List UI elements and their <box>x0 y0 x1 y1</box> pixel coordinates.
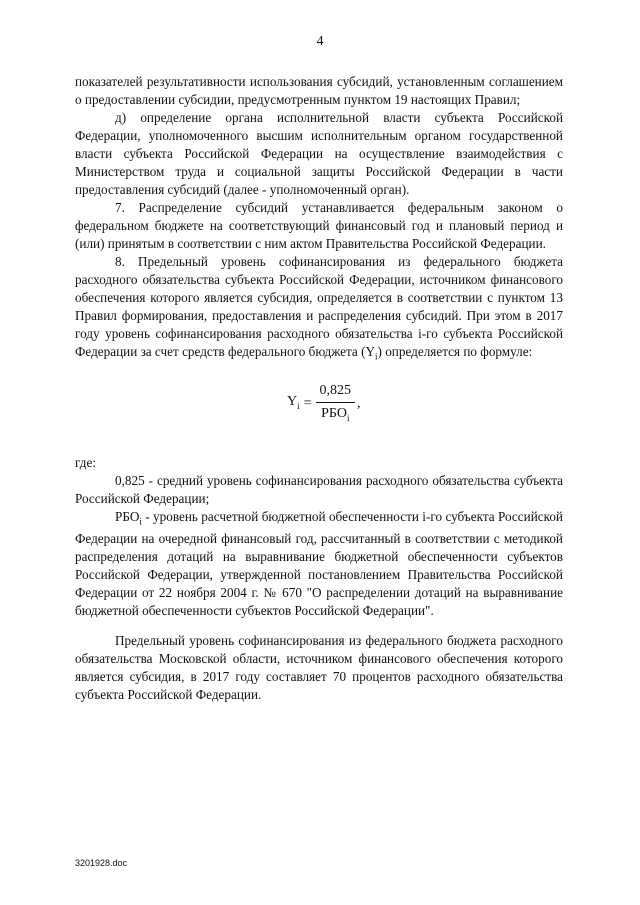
formula-comma: , <box>357 396 361 412</box>
formula-denominator: $РБО_i$ <box>321 405 350 423</box>
file-name-footer: 3201928.doc <box>75 858 128 868</box>
paragraph-moscow-region: Предельный уровень софинансирования из федерального бюджета расходного обязательства Московской области, источником финансового обеспечения которого является субсидия, в 2017 году составляет 70 процентов расходного обязательства субъекта Российской Федерации. <box>75 633 563 703</box>
definition-rbo-text: - уровень расчетной бюджетной обеспеченности i-го субъекта Российской Федерации на очередной финансовый год, рассчитанный в соответствии с методикой распределения дотаций на выравнивание бюджетной обеспеченности субъектов Российской Федерации, утвержденной постановлением Правительства Российской Федерации от 22 ноября 2004 г. № 670 "О распределении дотаций на выравнивание бюджетной обеспеченности субъектов Российской Федерации". <box>75 508 563 619</box>
where-label: где: <box>75 454 96 470</box>
formula-numerator: 0,825 <box>316 382 356 403</box>
paragraph-7: 7. Распределение субсидий устанавливается федеральным законом о федеральном бюджете на соответствующий финансовый год и плановый период и (или) принятым в соответствии с ним актом Правительства Российской Федерации. <box>75 200 563 251</box>
page-number: 4 <box>316 34 324 49</box>
formula-equals: = <box>303 396 312 412</box>
definition-rbo-subscript: i <box>139 516 142 527</box>
paragraph-8-tail: ) определяется по формуле: <box>377 344 533 359</box>
paragraph-8-subscript: i <box>375 351 378 362</box>
document-body <box>75 73 563 704</box>
definition-0825: 0,825 - средний уровень софинансирования расходного обязательства субъекта Российской Федерации; <box>75 472 563 506</box>
definition-rbo <box>75 508 563 621</box>
formula-lhs: $Y_i$ <box>287 394 300 411</box>
formula <box>75 366 563 454</box>
formula-fraction <box>316 382 356 427</box>
paragraph-8 <box>75 253 563 366</box>
paragraph-8-text: 8. Предельный уровень софинансирования из федерального бюджета расходного обязательства субъекта Российской Федерации, источником финансового обеспечения которого является субсидия, определяется в соответствии с пунктом 13 Правил формирования, предоставления и распределения субсидий. При этом в 2017 году уровень софинансирования расходного обязательства i-го субъекта Российской Федерации за счет средств федерального бюджета (Y <box>75 254 563 359</box>
paragraph-item-d: д) определение органа исполнительной власти субъекта Российской Федерации, уполномоченного высшим исполнительным органом государственной власти субъекта Российской Федерации на осуществление взаимодействия с Министерством труда и социальной защиты Российской Федерации в части предоставления субсидий (далее - уполномоченный орган). <box>75 110 563 197</box>
definition-rbo-symbol: РБО <box>115 508 140 524</box>
paragraph-continuation: показателей результативности использования субсидий, установленным соглашением о предоставлении субсидии, предусмотренным пунктом 19 настоящих Правил; <box>75 74 563 107</box>
